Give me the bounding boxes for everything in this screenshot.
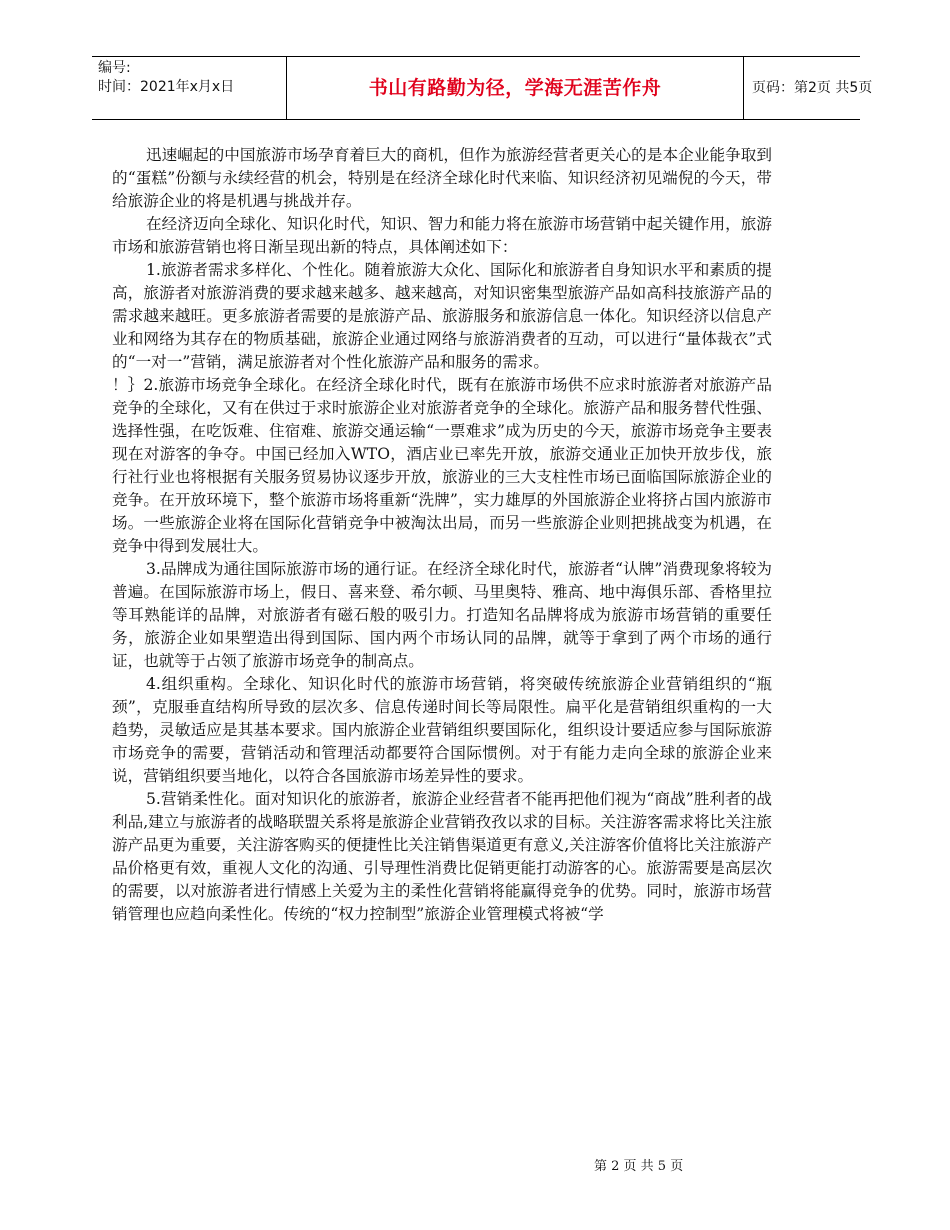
paragraph-point-5: 5.营销柔性化。面对知识化的旅游者，旅游企业经营者不能再把他们视为“商战”胜利者的战利品,建立与旅游者的战略联盟关系将是旅游企业营销孜孜以求的目标。关注游客需求将比关注旅游产品更为重要，关注游客购买的便捷性比关注销售渠道更有意义,关注游客价值将比关注旅游产品价格更有效，重视人文化的沟通、引导理性消费比促销更能打动游客的心。旅游需要是高层次的需要，以对旅游者进行情感上关爱为主的柔性化营销将能赢得竞争的优势。同时，旅游市场营销管理也应趋向柔性化。传统的“权力控制型”旅游企业管理模式将被“学	[112, 790, 772, 923]
time-label: 时间：2021年x月x日	[98, 79, 235, 95]
page-header	[92, 56, 873, 120]
header-right-cell	[744, 57, 873, 119]
header-motto: 书山有路勤为径，学海无涯苦作舟	[368, 77, 662, 99]
paragraph-overview: 在经济迈向全球化、知识化时代，知识、智力和能力将在旅游市场营销中起关键作用，旅游市场和旅游营销也将日渐呈现出新的特点，具体阐述如下：	[112, 215, 772, 256]
paragraph-intro: 迅速崛起的中国旅游市场孕育着巨大的商机，但作为旅游经营者更关心的是本企业能争取到的“蛋糕”份额与永续经营的机会，特别是在经济全球化时代来临、知识经济初见端倪的今天，带给旅游企业的将是机遇与挑战并存。	[112, 146, 772, 210]
paragraph-point-4: 4.组织重构。全球化、知识化时代的旅游市场营销，将突破传统旅游企业营销组织的“瓶颈”，克服垂直结构所导致的层次多、信息传递时间长等局限性。扁平化是营销组织重构的一大趋势，灵敏适应是其基本要求。国内旅游企业营销组织要国际化，组织设计要适应参与国际旅游市场竞争的需要，营销活动和管理活动都要符合国际惯例。对于有能力走向全球的旅游企业来说，营销组织要当地化，以符合各国旅游市场差异性的要求。	[112, 675, 772, 785]
paragraph-point-1: 1.旅游者需求多样化、个性化。随着旅游大众化、国际化和旅游者自身知识水平和素质的提高，旅游者对旅游消费的要求越来越多、越来越高，对知识密集型旅游产品如高科技旅游产品的需求越来越旺。更多旅游者需要的是旅游产品、旅游服务和旅游信息一体化。知识经济以信息产业和网络为其存在的物质基础，旅游企业通过网络与旅游消费者的互动，可以进行“量体裁衣”式的“一对一”营销，满足旅游者对个性化旅游产品和服务的需求。	[112, 261, 772, 371]
code-label: 编号:	[98, 60, 131, 76]
header-page-info: 页码：第2页 共5页	[752, 80, 873, 96]
paragraph-point-2: ！｝2.旅游市场竞争全球化。在经济全球化时代，既有在旅游市场供不应求时旅游者对旅游产品竞争的全球化，又有在供过于求时旅游企业对旅游者竞争的全球化。旅游产品和服务替代性强、选择性强，在吃饭难、住宿难、旅游交通运输“一票难求”成为历史的今天，旅游市场竞争主要表现在对游客的争夺。中国已经加入WTO，酒店业已率先开放，旅游交通业正加快开放步伐，旅行社行业也将根据有关服务贸易协议逐步开放，旅游业的三大支柱性市场已面临国际旅游企业的竞争。在开放环境下，整个旅游市场将重新“洗牌”，实力雄厚的外国旅游企业将挤占国内旅游市场。一些旅游企业将在国际化营销竞争中被淘汰出局，而另一些旅游企业则把挑战变为机遇，在竞争中得到发展壮大。	[112, 376, 772, 555]
paragraph-point-3: 3.品牌成为通往国际旅游市场的通行证。在经济全球化时代，旅游者“认牌”消费现象将较为普遍。在国际旅游市场上，假日、喜来登、希尔顿、马里奥特、雅高、地中海俱乐部、香格里拉等耳熟能详的品牌，对旅游者有磁石般的吸引力。打造知名品牌将成为旅游市场营销的重要任务，旅游企业如果塑造出得到国际、国内两个市场认同的品牌，就等于拿到了两个市场的通行证，也就等于占领了旅游市场竞争的制高点。	[112, 560, 772, 670]
header-left-cell	[92, 57, 286, 119]
document-body	[112, 144, 772, 926]
header-motto-cell	[286, 57, 744, 119]
page-footer: 第 2 页 共 5 页	[594, 1159, 684, 1174]
